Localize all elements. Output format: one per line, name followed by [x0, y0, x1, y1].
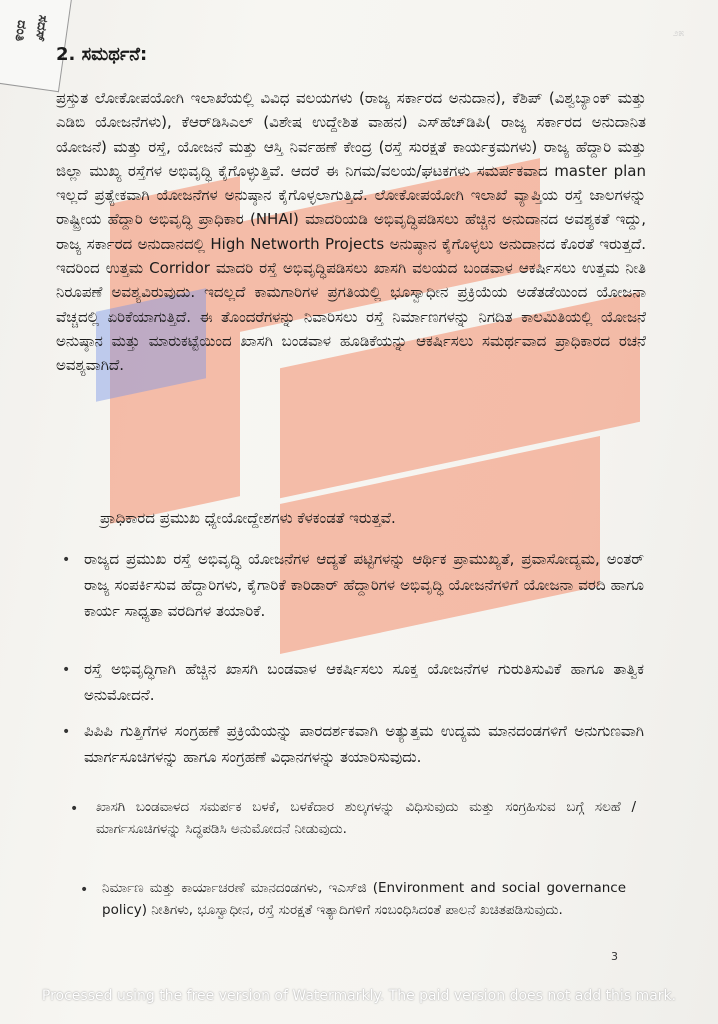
margin-tab-text-2: ದಂತಿ — [11, 19, 30, 43]
objective-item: ರಾಜ್ಯದ ಪ್ರಮುಖ ರಸ್ತೆ ಅಭಿವೃದ್ಧಿ ಯೋಜನೆಗಳ ಆದ್ಯತೆ ಪಟ್ಟಿಗಳನ್ನು ಆರ್ಥಿಕ ಪ್ರಾಮುಖ್ಯತೆ, ಪ್ರವಾಸೋದ್ಯಮ, ಅಂತರ್ ರಾಜ್ಯ ಸಂಪರ್ಕಿಸುವ ಹೆದ್ದಾರಿಗಳು, ಕೈಗಾರಿಕೆ ಕಾರಿಡಾರ್ ಹೆದ್ದಾರಿಗಳ ಅಭಿವೃದ್ಧಿ ಯೋಜನೆಗಳಿಗೆ ಯೋಜನಾ ವರದಿ ಹಾಗೂ ಕಾರ್ಯ ಸಾಧ್ಯತಾ ವರದಿಗಳ ತಯಾರಿಕೆ. — [84, 550, 644, 620]
page-number: 3 — [611, 950, 618, 963]
objective-item: ರಸ್ತೆ ಅಭಿವೃದ್ಧಿಗಾಗಿ ಹೆಚ್ಚಿನ ಖಾಸಗಿ ಬಂಡವಾಳ ಆಕರ್ಷಿಸಲು ಸೂಕ್ತ ಯೋಜನೆಗಳ ಗುರುತಿಸುವಿಕೆ ಹಾಗೂ ತಾತ್ವಿಕ ಅನುಮೋದನೆ. — [84, 660, 644, 704]
justification-paragraph: ಪ್ರಸ್ತುತ ಲೋಕೋಪಯೋಗಿ ಇಲಾಖೆಯಲ್ಲಿ ವಿವಿಧ ವಲಯಗಳು (ರಾಜ್ಯ ಸರ್ಕಾರದ ಅನುದಾನ), ಕೆಶಿಪ್ (ವಿಶ್ವಬ್ಯಾಂಕ್ ಮತ್ತು ಎಡಿಬಿ ಯೋಜನೆಗಳು), ಕೆಆರ್‌ಡಿಸಿಎಲ್ (ವಿಶೇಷ ಉದ್ದೇಶಿತ ವಾಹನ) ಎಸ್‌ಹೆಚ್‌ಡಿಪಿ( ರಾಜ್ಯ ಸರ್ಕಾರದ ಅನುದಾನಿತ ಯೋಜನೆ) ಮತ್ತು ರಸ್ತೆ, ಯೋಜನೆ ಮತ್ತು ಆಸ್ತಿ ನಿರ್ವಹಣೆ ಕೇಂದ್ರ (ರಸ್ತೆ ಸುರಕ್ಷತೆ ಕಾರ್ಯಕ್ರಮಗಳು) ರಾಜ್ಯ ಹೆದ್ದಾರಿ ಮತ್ತು ಜಿಲ್ಲಾ ಮುಖ್ಯ ರಸ್ತೆಗಳ ಅಭಿವೃದ್ಧಿ ಕೈಗೊಳ್ಳುತ್ತಿವೆ. ಆದರೆ ಈ ನಿಗಮ/ವಲಯ/ಘಟಕಗಳು ಸಮರ್ಪಕವಾದ master plan ಇಲ್ಲದೆ ಪ್ರತ್ಯೇಕವಾಗಿ ಯೋಜನೆಗಳ ಅನುಷ್ಠಾನ ಕೈಗೊಳ್ಳಲಾಗುತ್ತಿದೆ. ಲೋಕೋಪಯೋಗಿ ಇಲಾಖೆ ವ್ಯಾಪ್ತಿಯ ರಸ್ತೆ ಜಾಲಗಳನ್ನು ರಾಷ್ಟ್ರೀಯ ಹೆದ್ದಾರಿ ಅಭಿವೃದ್ಧಿ ಪ್ರಾಧಿಕಾರ (NHAI) ಮಾದರಿಯಡಿ ಅಭಿವೃದ್ಧಿಪಡಿಸಲು ಹೆಚ್ಚಿನ ಅನುದಾನದ ಅವಶ್ಯಕತೆ ಇದ್ದು, ರಾಜ್ಯ ಸರ್ಕಾರದ ಅನುದಾನದಲ್ಲಿ High Networth Projects ಅನುಷ್ಠಾನ ಕೈಗೊಳ್ಳಲು ಅನುದಾನದ ಕೊರತೆ ಇರುತ್ತದೆ. ಇದರಿಂದ ಉತ್ತಮ Corridor ಮಾದರಿ ರಸ್ತೆ ಅಭಿವೃದ್ಧಿಪಡಿಸಲು ಖಾಸಗಿ ವಲಯದ ಬಂಡವಾಳ ಆಕರ್ಷಿಸಲು ಉತ್ತಮ ನೀತಿ ನಿರೂಪಣೆ ಅವಶ್ಯವಿರುವುದು. ಇದಲ್ಲದೆ ಕಾಮಗಾರಿಗಳ ಪ್ರಗತಿಯಲ್ಲಿ ಭೂಸ್ವಾಧೀನ ಪ್ರಕ್ರಿಯೆಯ ಅಡೆತಡೆಯಿಂದ ಯೋಜನಾ ವೆಚ್ಚದಲ್ಲಿ ಏರಿಕೆಯಾಗುತ್ತಿದೆ. ಈ ತೊಂದರೆಗಳನ್ನು ನಿವಾರಿಸಲು ರಸ್ತೆ ನಿರ್ಮಾಣಗಳನ್ನು ನಿಗದಿತ ಕಾಲಮಿತಿಯಲ್ಲಿ ಯೋಜನೆ ಅನುಷ್ಠಾನ ಮತ್ತು ಮಾರುಕಟ್ಟೆಯಿಂದ ಖಾಸಗಿ ಬಂಡವಾಳ ಹೂಡಿಕೆಯನ್ನು ಆಕರ್ಷಿಸಲು ಸಮರ್ಥವಾದ ಪ್ರಾಧಿಕಾರದ ರಚನೆ ಅವಶ್ಯವಾಗಿದೆ. — [56, 89, 646, 375]
objective-item: ಪಿಪಿಪಿ ಗುತ್ತಿಗೆಗಳ ಸಂಗ್ರಹಣೆ ಪ್ರಕ್ರಿಯೆಯನ್ನು ಪಾರದರ್ಶಕವಾಗಿ ಅತ್ಯುತ್ತಮ ಉದ್ಯಮ ಮಾನದಂಡಗಳಿಗೆ ಅನುಗುಣವಾಗಿ ಮಾರ್ಗಸೂಚಿಗಳನ್ನು ಹಾಗೂ ಸಂಗ್ರಹಣೆ ವಿಧಾನಗಳನ್ನು ತಯಾರಿಸುವುದು. — [84, 722, 644, 766]
objective-item: ಖಾಸಗಿ ಬಂಡವಾಳದ ಸಮರ್ಪಕ ಬಳಕೆ, ಬಳಕೆದಾರ ಶುಲ್ಕಗಳನ್ನು ವಿಧಿಸುವುದು ಮತ್ತು ಸಂಗ್ರಹಿಸುವ ಬಗ್ಗೆ ಸಲಹೆ / ಮಾರ್ಗಸೂಚಿಗಳನ್ನು ಸಿದ್ಧಪಡಿಸಿ ಅನುಮೋದನೆ ನೀಡುವುದು. — [96, 799, 636, 837]
corner-mark: ೨೫ — [672, 28, 684, 39]
section-heading: 2. ಸಮರ್ಥನೆ: — [56, 44, 148, 65]
bullet-marker: • — [70, 801, 79, 817]
bullet-marker: • — [80, 882, 89, 898]
objectives-intro: ಪ್ರಾಧಿಕಾರದ ಪ್ರಮುಖ ಧ್ಯೇಯೋದ್ದೇಶಗಳು ಕೆಳಕಂಡತೆ ಇರುತ್ತವೆ. — [100, 509, 396, 527]
bullet-marker: • — [62, 552, 71, 568]
bullet-marker: • — [62, 662, 71, 678]
bullet-marker: • — [62, 724, 71, 740]
watermark-notice: Processed using the free version of Watermarkly. The paid version does not add this mark. — [41, 988, 677, 1004]
margin-tab-text-1: ಸದಸ್ — [31, 14, 51, 43]
objective-item: ನಿರ್ಮಾಣ ಮತ್ತು ಕಾರ್ಯಾಚರಣೆ ಮಾನದಂಡಗಳು, ಇಎಸ್‌ಜಿ (Environment and social governance policy) ನೀತಿಗಳು, ಭೂಸ್ವಾಧೀನ, ರಸ್ತೆ ಸುರಕ್ಷತೆ ಇತ್ಯಾದಿಗಳಿಗೆ ಸಂಬಂಧಿಸಿದಂತೆ ಪಾಲನೆ ಖಚಿತಪಡಿಸುವುದು. — [102, 880, 626, 918]
